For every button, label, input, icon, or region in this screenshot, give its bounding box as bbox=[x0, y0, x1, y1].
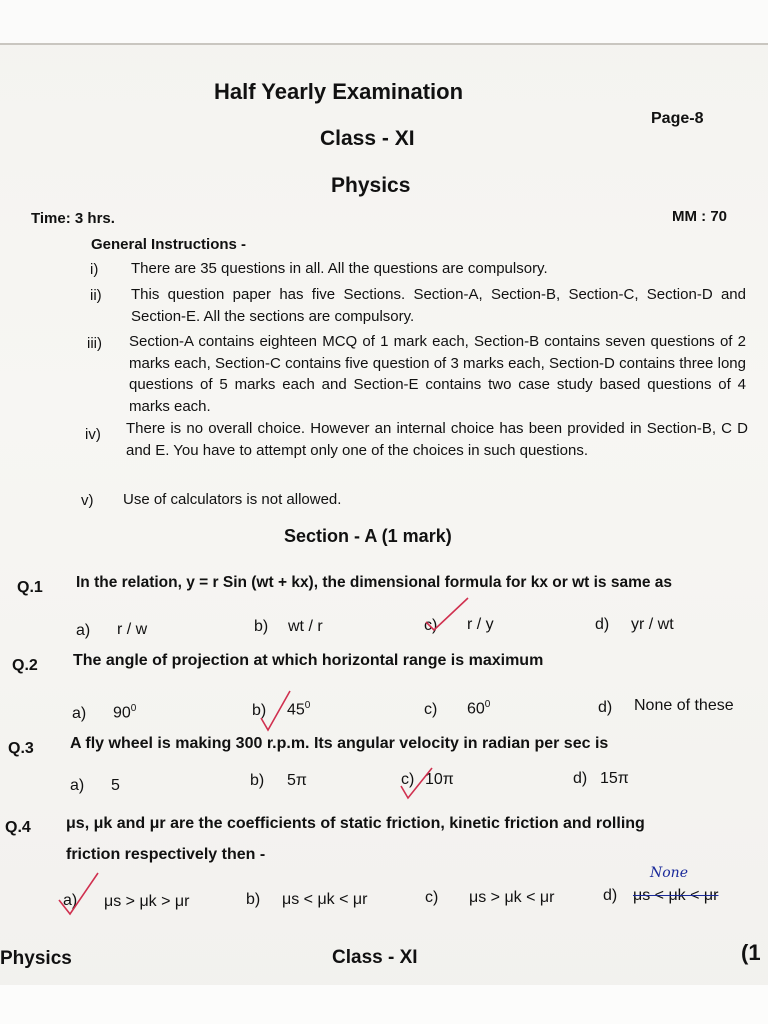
bottom-margin bbox=[0, 985, 768, 1024]
option-text: 5π bbox=[287, 772, 307, 789]
option-text: μs < μk < μr bbox=[282, 891, 368, 908]
option-text: yr / wt bbox=[631, 616, 674, 633]
question-number: Q.3 bbox=[8, 740, 34, 757]
option-text: $90^0$ bbox=[113, 703, 137, 722]
option-text: None of these bbox=[634, 697, 734, 714]
option-label: a) bbox=[63, 892, 78, 909]
instruction-text: Section-A contains eighteen MCQ of 1 mark each, Section-B contains seven questions of 2 marks each, Section-C contains five question of 3 marks each, Section-D contains three long questions of 5 marks each and Section-E contains two case study based questions of 4 marks each. bbox=[129, 333, 746, 415]
question-number: Q.1 bbox=[17, 579, 43, 596]
instruction-text: Use of calculators is not allowed. bbox=[123, 491, 342, 508]
option-text: 15π bbox=[600, 770, 629, 787]
option-label: d) bbox=[573, 770, 588, 787]
exam-title: Half Yearly Examination bbox=[214, 79, 464, 104]
question-text: The angle of projection at which horizontal range is maximum bbox=[73, 652, 544, 669]
option-text: $45^0$ bbox=[287, 700, 311, 719]
instruction-text: This question paper has five Sections. Section-A, Section-B, Section-C, Section-D and Section-E. All the sections are compulsory. bbox=[131, 286, 746, 325]
max-marks: MM : 70 bbox=[672, 208, 728, 225]
page-label: Page-8 bbox=[651, 110, 704, 127]
tick-mark-icon bbox=[56, 870, 102, 918]
option-label: a) bbox=[70, 777, 85, 794]
instruction-text: There is no overall choice. However an internal choice has been provided in Section-B, C D and E. You have to attempt only one of the choices in such questions. bbox=[126, 420, 748, 459]
section-title: Section - A (1 mark) bbox=[284, 526, 452, 546]
option-text: μs > μk < μr bbox=[469, 889, 555, 906]
handwritten-note: None bbox=[650, 865, 688, 881]
footer-subject: Physics bbox=[0, 948, 72, 969]
option-label: c) bbox=[401, 771, 415, 788]
footer-class: Class - XI bbox=[332, 947, 418, 968]
question-text-continued: friction respectively then - bbox=[66, 846, 266, 863]
instruction-number: i) bbox=[90, 261, 99, 278]
time-label: Time: 3 hrs. bbox=[31, 210, 115, 227]
option-label: b) bbox=[252, 702, 267, 719]
option-label: b) bbox=[246, 891, 261, 908]
instruction-number: iii) bbox=[87, 335, 102, 352]
instruction-number: v) bbox=[81, 492, 94, 509]
class-label: Class - XI bbox=[320, 127, 415, 150]
option-text: 5 bbox=[111, 777, 120, 794]
tick-mark-icon bbox=[424, 594, 472, 634]
question-text: μs, μk and μr are the coefficients of static friction, kinetic friction and rolling bbox=[66, 815, 645, 832]
option-text-struck: μs < μk < μr bbox=[633, 887, 719, 904]
question-text: A fly wheel is making 300 r.p.m. Its angular velocity in radian per sec is bbox=[70, 735, 609, 752]
instruction-number: iv) bbox=[85, 426, 101, 443]
option-label: c) bbox=[424, 701, 438, 718]
option-label: d) bbox=[598, 699, 613, 716]
subject-title: Physics bbox=[331, 174, 411, 197]
question-text: In the relation, y = r Sin (wt + kx), the dimensional formula for kx or wt is same as bbox=[76, 574, 673, 591]
option-text: 10π bbox=[425, 771, 454, 788]
question-number: Q.4 bbox=[5, 819, 31, 836]
option-text: wt / r bbox=[288, 618, 323, 635]
option-label: d) bbox=[595, 616, 610, 633]
question-number: Q.2 bbox=[12, 657, 38, 674]
option-label: c) bbox=[424, 617, 438, 634]
option-text: $60^0$ bbox=[467, 699, 491, 718]
paper-top-edge bbox=[0, 43, 768, 45]
top-margin bbox=[0, 0, 768, 44]
option-label: a) bbox=[76, 622, 91, 639]
instructions-heading: General Instructions - bbox=[91, 236, 247, 253]
option-text: μs > μk > μr bbox=[104, 893, 190, 910]
option-text: r / w bbox=[117, 621, 148, 638]
instruction-text: There are 35 questions in all. All the questions are compulsory. bbox=[131, 260, 548, 277]
footer-page-number: (1 bbox=[741, 940, 761, 965]
option-label: c) bbox=[425, 889, 439, 906]
option-text: r / y bbox=[467, 616, 494, 633]
option-label: a) bbox=[72, 705, 87, 722]
tick-mark-icon bbox=[398, 764, 438, 804]
option-label: b) bbox=[250, 772, 265, 789]
option-label: b) bbox=[254, 618, 269, 635]
option-label: d) bbox=[603, 887, 618, 904]
tick-mark-icon bbox=[258, 688, 296, 734]
instruction-number: ii) bbox=[90, 287, 102, 304]
